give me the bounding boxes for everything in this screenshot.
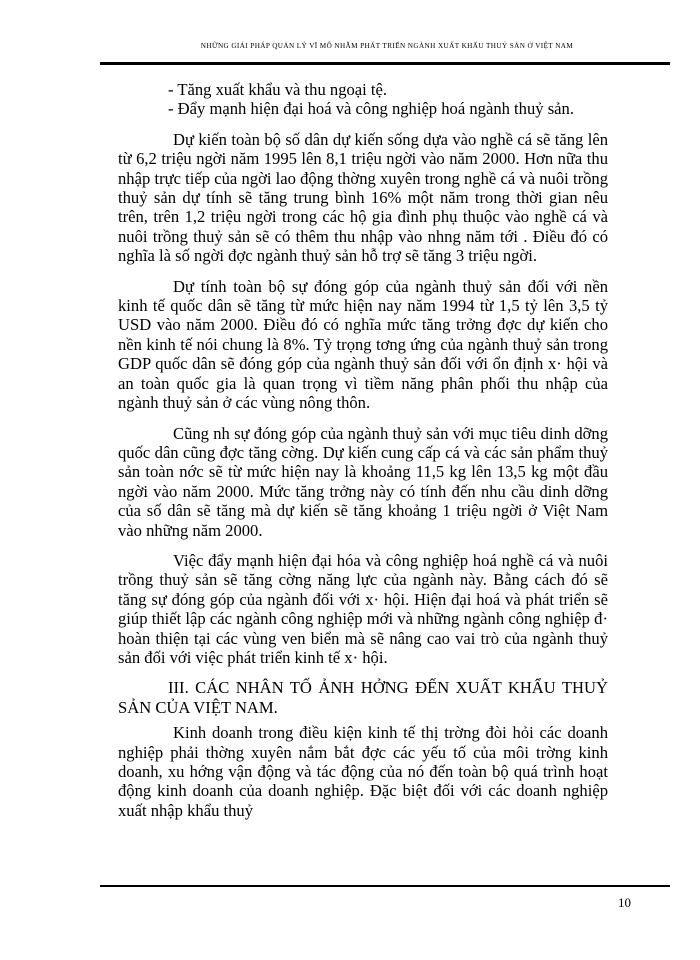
running-header: NHỮNG GIẢI PHÁP QUẢN LÝ VĨ MÔ NHẰM PHÁT TRIỂN NGÀNH XUẤT KHẨU THUỶ SẢN Ở VIỆT NAM — [200, 42, 574, 50]
page-number: 10 — [618, 895, 631, 910]
section-heading: III. CÁC NHÂN TỐ ẢNH HỞNG ĐẾN XUẤT KHẨU THUỶ SẢN CỦA VIỆT NAM. — [118, 678, 608, 717]
page-body — [118, 80, 608, 820]
footer-rule — [100, 885, 670, 887]
body-paragraph: Cũng nh sự đóng góp của ngành thuỷ sản với mục tiêu dinh dỡng quốc dân cũng đợc tăng cờng. Dự kiến cung cấp cá và các sản phẩm thuỷ sản toàn nớc sẽ từ mức hiện nay là khoảng 11,5 kg lên 13,5 kg một đầu ngời vào năm 2000. Mức tăng trởng này có tính đến nhu cầu dinh dỡng của số dân sẽ tăng mà dự kiến sẽ tăng khoảng 1 triệu ngời ở Việt Nam vào những năm 2000. — [118, 423, 608, 540]
body-paragraph: Dự tính toàn bộ sự đóng góp của ngành thuỷ sản đối với nền kinh tế quốc dân sẽ tăng từ mức hiện nay năm 1994 từ 1,5 tỷ lên 3,5 tỷ USD vào năm 2000. Điều đó có nghĩa mức tăng trởng đợc dự kiến cho nền kinh tế nói chung là 8%. Tỷ trọng tơng ứng của ngành thuỷ sản trong GDP quốc dân sẽ đóng góp của ngành thuỷ sản đối với ổn định x· hội và an toàn quốc gia là quan trọng vì tiềm năng phân phối thu nhập của ngành thuỷ sản ở các vùng nông thôn. — [118, 276, 608, 413]
body-paragraph: Việc đẩy mạnh hiện đại hóa và công nghiệp hoá nghề cá và nuôi trồng thuỷ sản sẽ tăng cờng năng lực của ngành này. Bằng cách đó sẽ tăng sự đóng góp của ngành đối với x· hội. Hiện đại hoá và phát triển sẽ giúp thiết lập các ngành công nghiệp mới và những ngành công nghiệp đ· hoàn thiện tại các vùng ven biển mà sẽ nâng cao vai trò của ngành thuỷ sản đối với việc phát triển kinh tế x· hội. — [118, 550, 608, 667]
header-rule — [100, 62, 670, 65]
bullet-item: - Tăng xuất khẩu và thu ngoại tệ. — [168, 80, 388, 99]
body-paragraph: Dự kiến toàn bộ số dân dự kiến sống dựa vào nghề cá sẽ tăng lên từ 6,2 triệu ngời năm 1995 lên 8,1 triệu ngời vào năm 2000. Hơn nữa thu nhập trực tiếp của ngời lao động thờng xuyên trong nghề cá và nuôi trồng thuỷ sản dự tính sẽ tăng trung bình 16% một năm trong thời gian nêu trên, trên 1,2 triệu ngời trong các hộ gia đình phụ thuộc vào nghề cá và nuôi trồng thuỷ sản sẽ có thêm thu nhập vào nhng năm tới . Điều đó có nghĩa là số ngời đợc ngành thuỷ sản hỗ trợ sẽ tăng 3 triệu ngời. — [118, 129, 608, 266]
body-paragraph: Kinh doanh trong điều kiện kinh tế thị trờng đòi hỏi các doanh nghiệp phải thờng xuyên nắm bắt đợc các yếu tố của môi trờng kinh doanh, xu hớng vận động và tác động của nó đến toàn bộ quá trình hoạt động kinh doanh của doanh nghiệp. Đặc biệt đối với các doanh nghiệp xuất nhập khẩu thuỷ — [118, 723, 608, 820]
bullet-item: - Đẩy mạnh hiện đại hoá và công nghiệp hoá ngành thuỷ sản. — [168, 99, 574, 119]
